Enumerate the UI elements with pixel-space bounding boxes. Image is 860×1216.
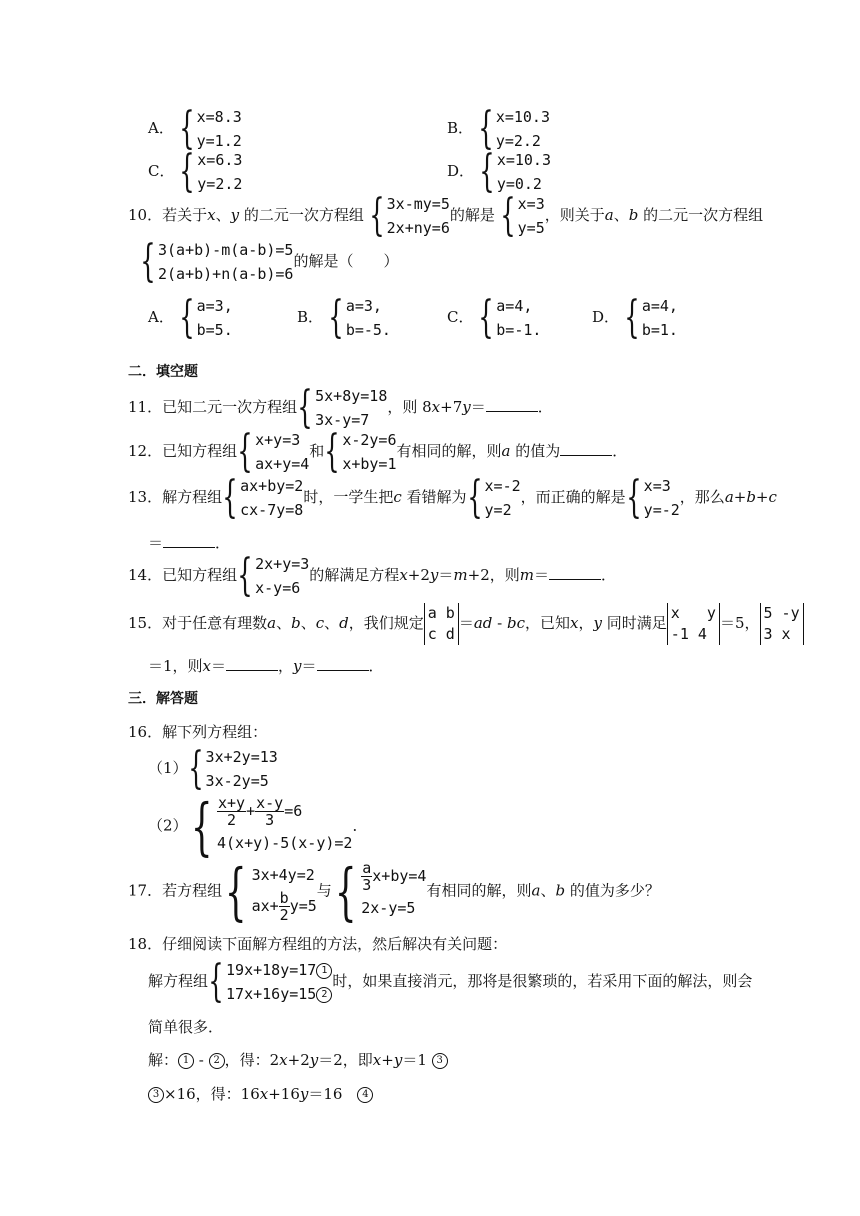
brace-icon: {: [224, 854, 247, 928]
section-heading-answer: 三．解答题: [128, 691, 198, 707]
equation-system: { 3x-my=5 2x+ny=6: [368, 190, 450, 241]
brace-icon: {: [178, 292, 195, 343]
circled-number: 2: [316, 987, 332, 1003]
determinant: x y -1 4: [667, 603, 720, 645]
q15-cont: ＝1，则x＝ ，y＝ ．: [148, 657, 384, 675]
option-label: B．: [447, 119, 474, 137]
equation-system: { x=10.3 y=2.2: [478, 103, 550, 154]
circled-number: 1: [316, 963, 332, 979]
answer-blank-x[interactable]: [226, 656, 278, 671]
brace-icon: {: [328, 292, 344, 343]
brace-icon: {: [625, 472, 642, 523]
brace-icon: {: [499, 190, 516, 241]
equation-system: { x=8.3 y=1.2: [178, 103, 242, 154]
fraction: $\frac{x-y}{3}$: [256, 794, 284, 829]
answer-blank[interactable]: [486, 397, 538, 412]
equation-system: { x=10.3 y=0.2: [479, 146, 551, 197]
circled-number: 3: [432, 1053, 448, 1069]
section-heading-fill-in: 二．填空题: [128, 364, 198, 380]
circled-number: 2: [209, 1053, 225, 1069]
q18-solution-step2: 3 ×16，得：16x+16y＝16 4: [148, 1083, 373, 1104]
brace-icon: {: [237, 550, 253, 601]
brace-icon: {: [368, 190, 385, 241]
brace-icon: {: [624, 292, 640, 343]
brace-icon: {: [140, 236, 156, 287]
q12: 12．已知方程组 { x+y=3 ax+y=4 和 { x-2y=6 x+by=1 有相同的解，则a 的值为 ．: [128, 426, 628, 477]
q10-stem-cont: { 3(a+b)-m(a-b)=5 2(a+b)+n(a-b)=6 的解是（ ）: [140, 236, 399, 287]
q9-option-c: [148, 148, 242, 196]
option-label: C．: [148, 162, 175, 180]
q18-line3: 简单很多．: [148, 1018, 224, 1036]
determinant: 5 -y 3 x: [760, 603, 804, 645]
brace-icon: {: [297, 382, 313, 433]
q10-option-d: D． { a=4, b=1.: [592, 292, 678, 343]
equation-system: { x=6.3 y=2.2: [179, 146, 243, 197]
q10-option-c: C． { a=4, b=-1.: [447, 292, 542, 343]
q18-stem: 18．仔细阅读下面解方程组的方法，然后解决有关问题：: [128, 935, 508, 953]
brace-icon: {: [324, 426, 341, 477]
q17: 17．若方程组 { 3x+4y=2 ax+ $\frac{b}{2}$ y=5 与 { $\frac{a}{3}$ x+by=4 2x-y=5 有相同的解，则a、b 的值为多少？: [128, 854, 660, 928]
q9-option-b: [447, 105, 550, 153]
equation-system: { 3(a+b)-m(a-b)=5 2(a+b)+n(a-b)=6: [140, 236, 294, 287]
brace-icon: {: [178, 103, 195, 154]
answer-blank-y[interactable]: [317, 656, 369, 671]
brace-icon: {: [179, 146, 195, 197]
fraction: $\frac{b}{2}$: [279, 889, 289, 924]
brace-icon: {: [466, 472, 483, 523]
q10-option-a: A． { a=3, b=5.: [148, 292, 233, 343]
q10-option-b: B． { a=3, b=-5.: [297, 292, 391, 343]
q15: 15．对于任意有理数a、b、c、d，我们规定a b c d＝ad - bc，已知x，y 同时满足x y -1 4＝5，5 -y 3 x: [128, 603, 804, 645]
q9-option-a: [148, 105, 242, 153]
q18-solution-step1: 解： 1 - 2 ，得：2x+2y＝2，即x+y＝1 3: [148, 1049, 448, 1070]
equation-system: { 5x+8y=18 3x-y=7: [297, 382, 388, 433]
solution-system: { x=3 y=5: [499, 190, 545, 241]
brace-icon: {: [479, 146, 495, 197]
option-label: A．: [148, 119, 174, 137]
q9-option-d: [447, 148, 551, 196]
option-label: D．: [447, 162, 475, 180]
q16-part2: （2） { $\frac{x+y}{2}$ + $\frac{x-y}{3}$ =6 4(x+y)-5(x-y)=2 ．: [148, 789, 368, 863]
brace-icon: {: [334, 854, 357, 928]
question-number: 10．: [128, 206, 163, 224]
brace-icon: {: [187, 743, 204, 794]
brace-icon: {: [237, 426, 253, 477]
q18-system-line: 解方程组 { 19x+18y=17 1 17x+16y=15 2 时，如果直接消元，那将是很繁琐的，若采用下面的解法，则会: [148, 956, 753, 1007]
answer-blank[interactable]: [549, 565, 601, 580]
q13-cont: ＝ ．: [148, 534, 231, 552]
brace-icon: {: [208, 956, 224, 1007]
brace-icon: {: [222, 472, 238, 523]
circled-number: 1: [178, 1053, 194, 1069]
fraction: $\frac{a}{3}$: [362, 859, 372, 894]
q13: 13．解方程组 { ax+by=2 cx-7y=8 时，一学生把c 看错解为 { x=-2 y=2 ，而正确的解是 { x=3 y=-2 ，那么a+b+c: [128, 472, 777, 523]
brace-icon: {: [478, 103, 494, 154]
fraction: $\frac{x+y}{2}$: [218, 794, 246, 829]
q10-stem: 10．若关于x、y 的二元一次方程组 { 3x-my=5 2x+ny=6 的解是 { x=3 y=5 ，则关于a、b 的二元一次方程组: [128, 190, 764, 241]
circled-number: 3: [148, 1087, 164, 1103]
brace-icon: {: [190, 789, 213, 863]
determinant: a b c d: [424, 603, 459, 645]
answer-blank[interactable]: [560, 441, 612, 456]
circled-number: 4: [357, 1087, 373, 1103]
q16-stem: 16．解下列方程组：: [128, 723, 268, 741]
brace-icon: {: [478, 292, 494, 343]
answer-blank[interactable]: [163, 533, 215, 548]
q14: 14．已知方程组 { 2x+y=3 x-y=6 的解满足方程x+2y＝m+2，则m＝ ．: [128, 550, 617, 601]
q11: 11．已知二元一次方程组 { 5x+8y=18 3x-y=7 ，则 8x+7y＝ ．: [128, 382, 553, 433]
q16-part1: （1） { 3x+2y=13 3x-2y=5: [148, 743, 278, 794]
